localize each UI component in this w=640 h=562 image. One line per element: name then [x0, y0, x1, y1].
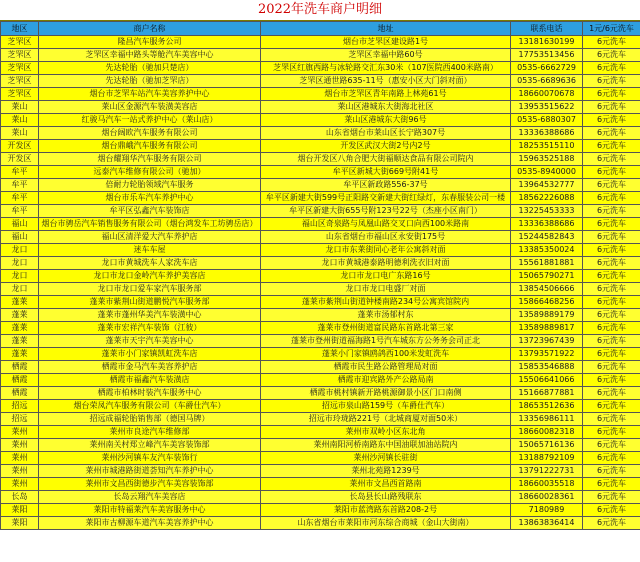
- table-row: [1, 348, 640, 361]
- cell-wash-price: 6元洗车: [583, 140, 640, 153]
- cell-wash-price: 6元洗车: [583, 257, 640, 270]
- cell-wash-price: 6元洗车: [583, 400, 640, 413]
- cell-address: 牟平区新城大街669号附41号: [261, 166, 511, 179]
- table-row: [1, 400, 640, 413]
- cell-region: 福山: [1, 231, 39, 244]
- table-row: [1, 205, 640, 218]
- cell-address: 牟平区新政路556-37号: [261, 179, 511, 192]
- cell-phone: 13181630199: [511, 36, 583, 49]
- cell-wash-price: 6元洗车: [583, 335, 640, 348]
- cell-phone: 15506641066: [511, 374, 583, 387]
- cell-region: 栖霞: [1, 374, 39, 387]
- table-row: [1, 296, 640, 309]
- cell-address: 牟平区新建大街655号附123号22号（杰座小区南门）: [261, 205, 511, 218]
- cell-merchant-name: 龙口市龙口金岭汽车养护美容店: [39, 270, 261, 283]
- header-wash-price: 1元/6元洗车: [583, 22, 640, 36]
- table-row: [1, 335, 640, 348]
- cell-wash-price: 6元洗车: [583, 88, 640, 101]
- cell-phone: 18660035518: [511, 478, 583, 491]
- cell-address: 龙口市龙口电广东路16号: [261, 270, 511, 283]
- table-row: [1, 309, 640, 322]
- cell-address: 蓬莱市汤郁村东: [261, 309, 511, 322]
- header-region: 地区: [1, 22, 39, 36]
- cell-region: 莱山: [1, 101, 39, 114]
- cell-phone: 0535-6880307: [511, 114, 583, 127]
- cell-phone: 17753513456: [511, 49, 583, 62]
- cell-region: 蓬莱: [1, 296, 39, 309]
- cell-address: 蓬莱市紫荆山街道钟楼南路234号公寓宾馆院内: [261, 296, 511, 309]
- table-row: [1, 504, 640, 517]
- cell-merchant-name: 蓬莱市紫荆山街道鹏悦汽车服务部: [39, 296, 261, 309]
- cell-phone: 13188792109: [511, 452, 583, 465]
- cell-merchant-name: 倍耐力轮胎领域汽车服务: [39, 179, 261, 192]
- cell-merchant-name: 莱山区金源汽车装潢美容店: [39, 101, 261, 114]
- cell-wash-price: 6元洗车: [583, 192, 640, 205]
- cell-merchant-name: 红骏马汽车一站式养护中心（莱山店）: [39, 114, 261, 127]
- cell-wash-price: 6元洗车: [583, 413, 640, 426]
- cell-merchant-name: 栖霞市金马汽车美容养护店: [39, 361, 261, 374]
- cell-wash-price: 6元洗车: [583, 517, 640, 530]
- cell-wash-price: 6元洗车: [583, 114, 640, 127]
- cell-wash-price: 6元洗车: [583, 426, 640, 439]
- cell-wash-price: 6元洗车: [583, 62, 640, 75]
- cell-phone: 13854506666: [511, 283, 583, 296]
- cell-address: 莱州市双岭小区东北角: [261, 426, 511, 439]
- table-row: [1, 218, 640, 231]
- cell-wash-price: 6元洗车: [583, 101, 640, 114]
- cell-region: 龙口: [1, 257, 39, 270]
- cell-address: 福山区奇泉路与凤凰山路交叉口向西100米路南: [261, 218, 511, 231]
- cell-merchant-name: 烟台荣凤汽车服务有限公司（车爵仕汽车）: [39, 400, 261, 413]
- header-address: 地址: [261, 22, 511, 36]
- cell-merchant-name: 烟台市乐车汽车养护中心: [39, 192, 261, 205]
- cell-wash-price: 6元洗车: [583, 491, 640, 504]
- cell-wash-price: 6元洗车: [583, 504, 640, 517]
- header-merchant-name: 商户名称: [39, 22, 261, 36]
- cell-wash-price: 6元洗车: [583, 322, 640, 335]
- cell-wash-price: 6元洗车: [583, 387, 640, 400]
- cell-wash-price: 6元洗车: [583, 283, 640, 296]
- cell-merchant-name: 招远成福轮胎销售部（德国马牌）: [39, 413, 261, 426]
- cell-wash-price: 6元洗车: [583, 374, 640, 387]
- cell-region: 栖霞: [1, 387, 39, 400]
- cell-region: 蓬莱: [1, 348, 39, 361]
- cell-address: 栖霞市民生路公路管理局对面: [261, 361, 511, 374]
- table-row: [1, 270, 640, 283]
- cell-merchant-name: 莱州市良途汽车维修部: [39, 426, 261, 439]
- cell-region: 开发区: [1, 140, 39, 153]
- table-row: [1, 192, 640, 205]
- cell-phone: 18660028361: [511, 491, 583, 504]
- cell-region: 蓬莱: [1, 309, 39, 322]
- cell-region: 栖霞: [1, 361, 39, 374]
- cell-wash-price: 6元洗车: [583, 309, 640, 322]
- cell-merchant-name: 烟台市骋岳汽车销售服务有限公司（烟台鸿发车工坊骋岳店）: [39, 218, 261, 231]
- cell-wash-price: 6元洗车: [583, 127, 640, 140]
- cell-region: 招远: [1, 400, 39, 413]
- cell-address: 莱州北苑路1239号: [261, 465, 511, 478]
- cell-merchant-name: 蓬莱市天宇汽车美容中心: [39, 335, 261, 348]
- cell-wash-price: 6元洗车: [583, 270, 640, 283]
- cell-wash-price: 6元洗车: [583, 348, 640, 361]
- cell-merchant-name: 龙口市黄城洗车人家洗车店: [39, 257, 261, 270]
- cell-wash-price: 6元洗车: [583, 465, 640, 478]
- table-row: [1, 75, 640, 88]
- cell-region: 芝罘区: [1, 62, 39, 75]
- table-row: [1, 283, 640, 296]
- merchant-table: [0, 21, 640, 530]
- header-row: [1, 22, 640, 36]
- cell-phone: 13336388686: [511, 218, 583, 231]
- cell-wash-price: 6元洗车: [583, 231, 640, 244]
- cell-merchant-name: 莱州市城港路街道荟知汽车养护中心: [39, 465, 261, 478]
- cell-phone: 13336388686: [511, 127, 583, 140]
- table-row: [1, 244, 640, 257]
- cell-wash-price: 6元洗车: [583, 296, 640, 309]
- cell-merchant-name: 蓬莱市蓬州华美汽车装潢中心: [39, 309, 261, 322]
- cell-merchant-name: 迷车车屋: [39, 244, 261, 257]
- cell-merchant-name: 芝罘区幸福中路头等舱汽车美容中心: [39, 49, 261, 62]
- cell-phone: 0535-6689636: [511, 75, 583, 88]
- cell-address: 招远市泉山路159号（车爵仕汽车）: [261, 400, 511, 413]
- cell-phone: 13589889179: [511, 309, 583, 322]
- cell-region: 芝罘区: [1, 49, 39, 62]
- cell-phone: 15166877881: [511, 387, 583, 400]
- cell-merchant-name: 栖霞市福鑫汽车装潢店: [39, 374, 261, 387]
- cell-address: 烟台市芝罘区建设路1号: [261, 36, 511, 49]
- cell-merchant-name: 先达轮胎（驰加只楚店）: [39, 62, 261, 75]
- cell-address: 龙口市黄城港泰路明德利洗衣旧对面: [261, 257, 511, 270]
- cell-wash-price: 6元洗车: [583, 36, 640, 49]
- cell-address: 芝罘区红旗西路与冰轮路交汇东30米（107医院西400米路南）: [261, 62, 511, 75]
- cell-phone: 18653512636: [511, 400, 583, 413]
- cell-wash-price: 6元洗车: [583, 244, 640, 257]
- cell-address: 莱州沙河镇长驻街: [261, 452, 511, 465]
- table-row: [1, 140, 640, 153]
- cell-region: 莱阳: [1, 517, 39, 530]
- table-row: [1, 153, 640, 166]
- table-row: [1, 166, 640, 179]
- table-row: [1, 361, 640, 374]
- cell-address: 莱阳市蓝湾路东首路208-2号: [261, 504, 511, 517]
- table-row: [1, 322, 640, 335]
- cell-wash-price: 6元洗车: [583, 166, 640, 179]
- cell-region: 牟平: [1, 205, 39, 218]
- cell-address: 蓬莱市登州街道富民路东首路北第三家: [261, 322, 511, 335]
- cell-merchant-name: 长岛云翔汽车美容店: [39, 491, 261, 504]
- cell-merchant-name: 福山区清洋爱大汽车养护店: [39, 231, 261, 244]
- cell-wash-price: 6元洗车: [583, 205, 640, 218]
- cell-address: 长岛县长山路残联东: [261, 491, 511, 504]
- cell-region: 芝罘区: [1, 75, 39, 88]
- cell-phone: 13791222731: [511, 465, 583, 478]
- cell-address: 蓬莱市登州街道福海路1号汽车城东方公务务会司正北: [261, 335, 511, 348]
- table-row: [1, 179, 640, 192]
- table-row: [1, 517, 640, 530]
- cell-address: 莱州市文昌西首路南: [261, 478, 511, 491]
- cell-merchant-name: 莱州市文昌西街德步汽车美容装饰部: [39, 478, 261, 491]
- cell-phone: 15065716136: [511, 439, 583, 452]
- cell-phone: 7180989: [511, 504, 583, 517]
- cell-phone: 15963525188: [511, 153, 583, 166]
- cell-merchant-name: 烟台耀翔华汽车服务有限公司: [39, 153, 261, 166]
- cell-region: 芝罘区: [1, 88, 39, 101]
- table-row: [1, 465, 640, 478]
- cell-phone: 13863836414: [511, 517, 583, 530]
- cell-merchant-name: 远泰汽车维修有限公司（驰加）: [39, 166, 261, 179]
- cell-merchant-name: 莱州南关村郑立峰汽车美容装饰部: [39, 439, 261, 452]
- cell-phone: 18660082318: [511, 426, 583, 439]
- sheet-title: 2022年洗车商户明细: [0, 0, 640, 21]
- cell-address: 龙口市东莱街同心老年公寓斜对面: [261, 244, 511, 257]
- cell-merchant-name: 蓬莱市宏祥汽车装饰（江彼）: [39, 322, 261, 335]
- cell-address: 莱山区港城东大街96号: [261, 114, 511, 127]
- cell-region: 牟平: [1, 192, 39, 205]
- cell-region: 莱山: [1, 127, 39, 140]
- table-row: [1, 452, 640, 465]
- cell-address: 栖霞市迎宾路外产公路局南: [261, 374, 511, 387]
- cell-region: 莱阳: [1, 504, 39, 517]
- cell-region: 招远: [1, 413, 39, 426]
- cell-region: 莱州: [1, 478, 39, 491]
- cell-address: 莱山区港城东大街海北社区: [261, 101, 511, 114]
- cell-phone: 0535-6662729: [511, 62, 583, 75]
- cell-region: 莱州: [1, 426, 39, 439]
- cell-phone: 18253515110: [511, 140, 583, 153]
- cell-address: 山东省烟台市福山区永安街175号: [261, 231, 511, 244]
- cell-phone: 13793571922: [511, 348, 583, 361]
- cell-phone: 13356986111: [511, 413, 583, 426]
- cell-address: 开发区武汉大街2号内2号: [261, 140, 511, 153]
- table-row: [1, 127, 640, 140]
- cell-phone: 15853546888: [511, 361, 583, 374]
- cell-merchant-name: 莱州沙河镇车友汽车装饰行: [39, 452, 261, 465]
- cell-wash-price: 6元洗车: [583, 218, 640, 231]
- cell-address: 牟平区新建大街599号正阳路交新建大街红绿灯，东春服装公司一楼: [261, 192, 511, 205]
- cell-phone: 13723967439: [511, 335, 583, 348]
- cell-wash-price: 6元洗车: [583, 179, 640, 192]
- cell-region: 蓬莱: [1, 322, 39, 335]
- cell-merchant-name: 蓬莱市小门家镇凯虹洗车店: [39, 348, 261, 361]
- header-phone: 联系电话: [511, 22, 583, 36]
- table-row: [1, 478, 640, 491]
- cell-wash-price: 6元洗车: [583, 49, 640, 62]
- cell-phone: 15244582843: [511, 231, 583, 244]
- table-row: [1, 387, 640, 400]
- cell-wash-price: 6元洗车: [583, 75, 640, 88]
- cell-address: 招远市玲珑路221号（北城商厦对面50米）: [261, 413, 511, 426]
- cell-merchant-name: 牟平区弘鑫汽车装饰店: [39, 205, 261, 218]
- cell-phone: 13964532777: [511, 179, 583, 192]
- cell-address: 龙口市龙口电盛厂对面: [261, 283, 511, 296]
- table-row: [1, 426, 640, 439]
- cell-phone: 0535-8940000: [511, 166, 583, 179]
- cell-merchant-name: 烟台市芝罘车站汽车美容养护中心: [39, 88, 261, 101]
- cell-phone: 18562226088: [511, 192, 583, 205]
- table-row: [1, 49, 640, 62]
- cell-merchant-name: 隆昌汽车服务公司: [39, 36, 261, 49]
- table-row: [1, 257, 640, 270]
- cell-address: 烟台市芝罘区青年南路上林苑61号: [261, 88, 511, 101]
- cell-phone: 13385350024: [511, 244, 583, 257]
- table-row: [1, 491, 640, 504]
- cell-region: 龙口: [1, 244, 39, 257]
- cell-phone: 15065790271: [511, 270, 583, 283]
- cell-address: 莱州南阳河桥南路东中国油联加油站院内: [261, 439, 511, 452]
- cell-address: 蓬莱小门家镇鸥鸽西100米发虹洗车: [261, 348, 511, 361]
- cell-region: 龙口: [1, 270, 39, 283]
- table-row: [1, 101, 640, 114]
- cell-region: 芝罘区: [1, 36, 39, 49]
- cell-region: 蓬莱: [1, 335, 39, 348]
- cell-wash-price: 6元洗车: [583, 361, 640, 374]
- table-row: [1, 374, 640, 387]
- cell-region: 龙口: [1, 283, 39, 296]
- cell-region: 长岛: [1, 491, 39, 504]
- cell-phone: 18660070678: [511, 88, 583, 101]
- cell-phone: 13225453333: [511, 205, 583, 218]
- table-row: [1, 231, 640, 244]
- cell-region: 莱山: [1, 114, 39, 127]
- table-row: [1, 439, 640, 452]
- cell-phone: 15866468256: [511, 296, 583, 309]
- cell-region: 牟平: [1, 166, 39, 179]
- cell-address: 烟台开发区八角合肥大街福顺达食品有限公司院内: [261, 153, 511, 166]
- table-row: [1, 88, 640, 101]
- cell-merchant-name: 龙口市龙口爱车家汽车服务部: [39, 283, 261, 296]
- cell-merchant-name: 莱阳市古柳源车道汽车美容养护中心: [39, 517, 261, 530]
- table-row: [1, 114, 640, 127]
- cell-phone: 15561881881: [511, 257, 583, 270]
- cell-wash-price: 6元洗车: [583, 439, 640, 452]
- cell-region: 莱州: [1, 465, 39, 478]
- cell-wash-price: 6元洗车: [583, 452, 640, 465]
- cell-address: 芝罘区幸福中路60号: [261, 49, 511, 62]
- cell-address: 芝罘区通世路635-11号（惠安小区大门斜对面）: [261, 75, 511, 88]
- cell-address: 栖霞市桃村镇新开路桃源御景小区门口南侧: [261, 387, 511, 400]
- cell-wash-price: 6元洗车: [583, 478, 640, 491]
- cell-merchant-name: 烟台鼎峨汽车服务有限公司: [39, 140, 261, 153]
- cell-address: 山东省烟台市莱山区长宁路307号: [261, 127, 511, 140]
- cell-wash-price: 6元洗车: [583, 153, 640, 166]
- cell-region: 开发区: [1, 153, 39, 166]
- cell-region: 莱州: [1, 452, 39, 465]
- cell-region: 福山: [1, 218, 39, 231]
- cell-region: 莱州: [1, 439, 39, 452]
- cell-merchant-name: 栖霞市柏林时装汽车服务中心: [39, 387, 261, 400]
- cell-merchant-name: 莱阳市特福莱汽车美容服务中心: [39, 504, 261, 517]
- cell-region: 牟平: [1, 179, 39, 192]
- cell-merchant-name: 烟台阔欧汽车服务有限公司: [39, 127, 261, 140]
- cell-merchant-name: 先达轮胎（驰加芝罘店）: [39, 75, 261, 88]
- table-row: [1, 62, 640, 75]
- cell-address: 山东省烟台市莱阳市河东综合商城（金山大街南）: [261, 517, 511, 530]
- cell-phone: 13953515622: [511, 101, 583, 114]
- cell-phone: 13589889817: [511, 322, 583, 335]
- table-row: [1, 413, 640, 426]
- table-row: [1, 36, 640, 49]
